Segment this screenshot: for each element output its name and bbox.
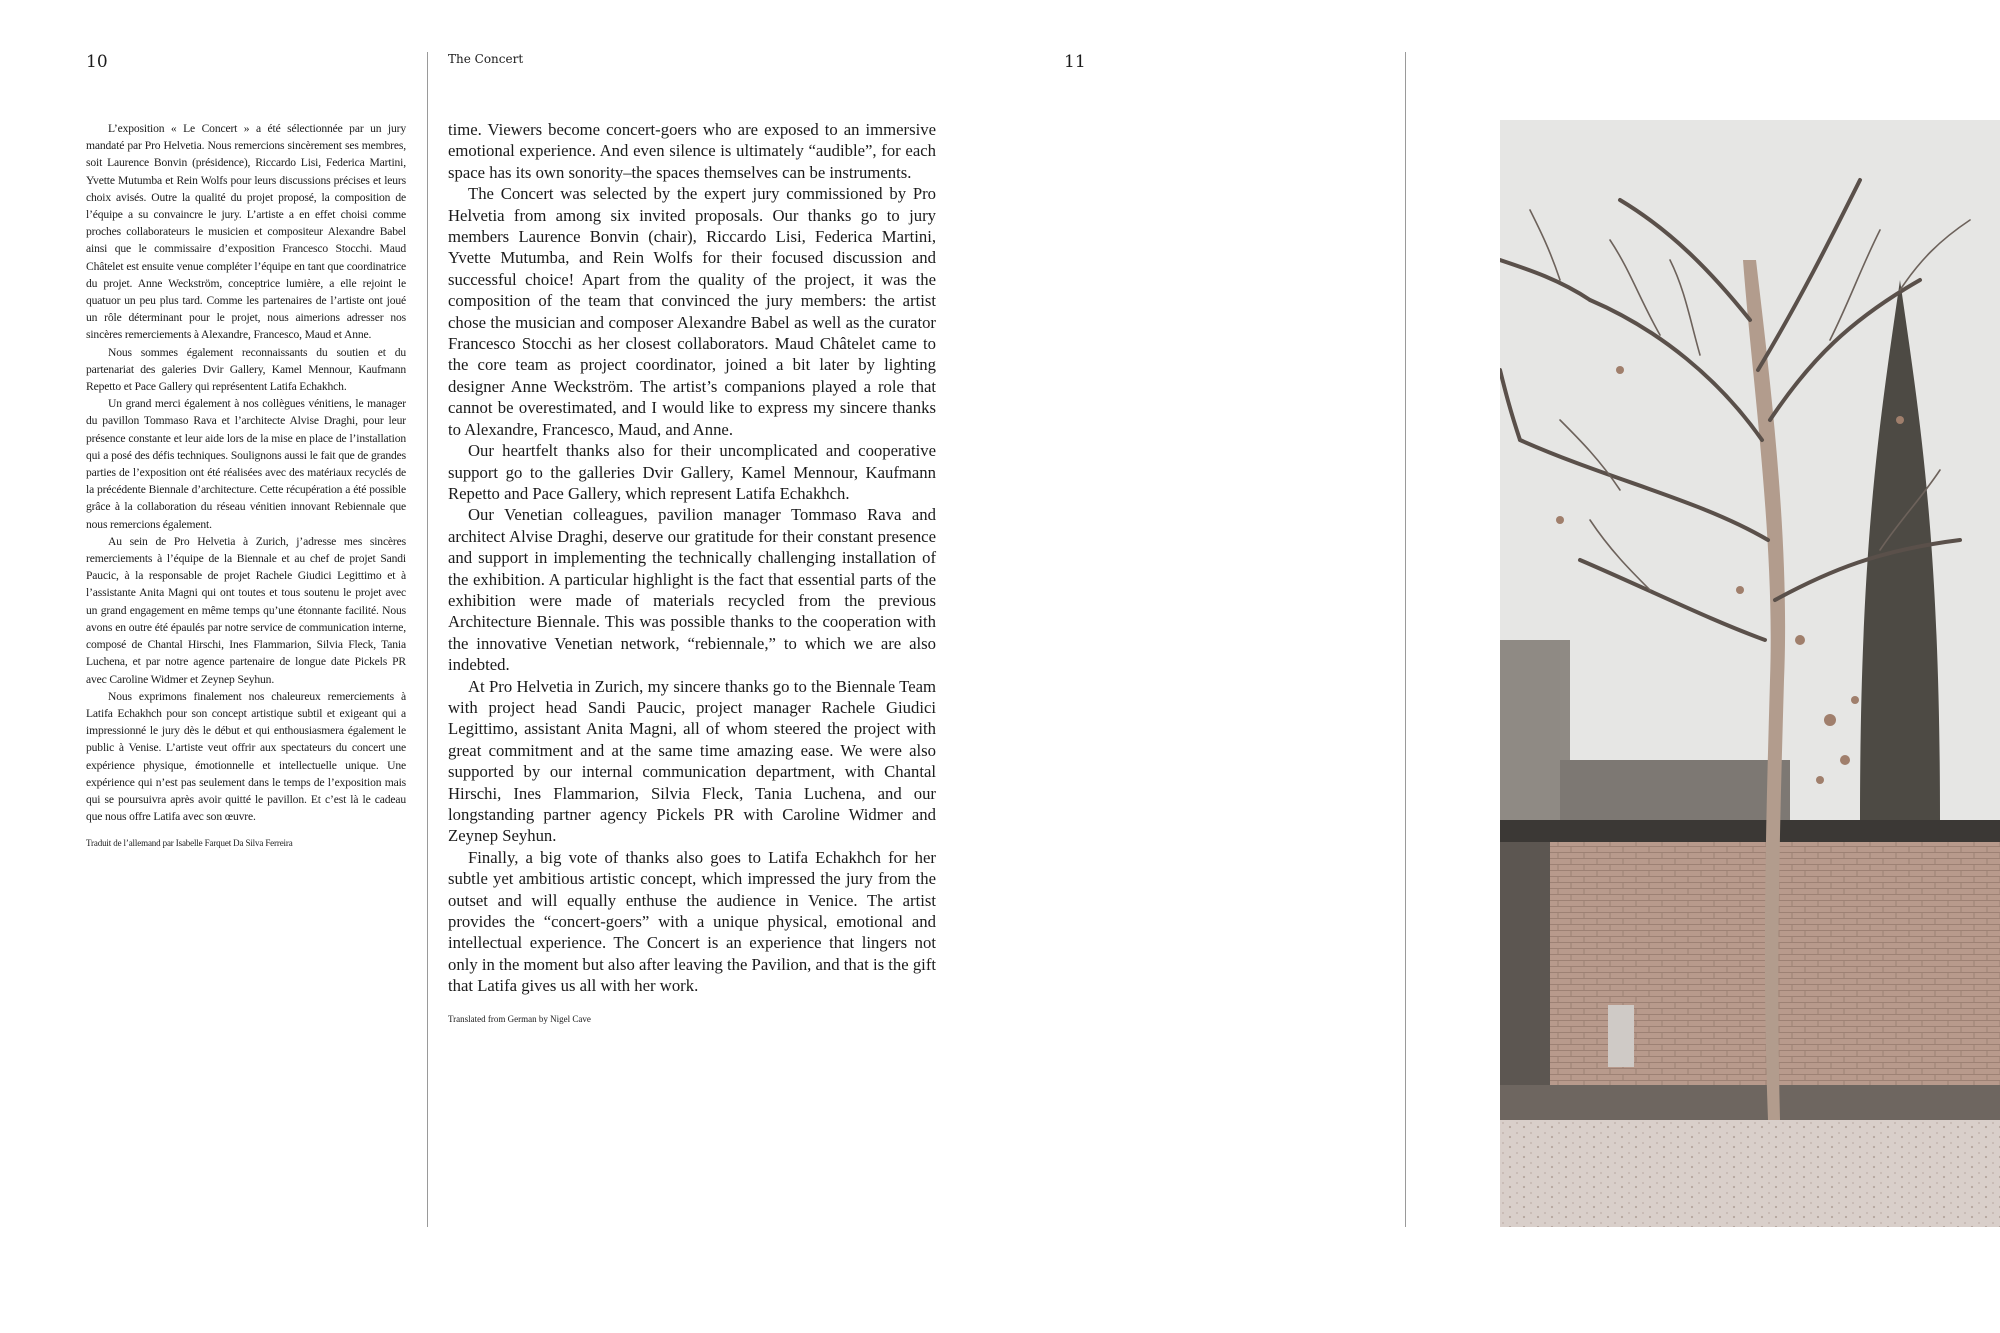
en-paragraph: time. Viewers become concert-goers who are exposed to an immersive emotional experience. And even silence is ultimately “audible”, for each space has its own sonority–the spaces themselves can be instruments. xyxy=(448,120,936,182)
en-paragraph: The Concert was selected by the expert jury commissioned by Pro Helvetia from among six invited proposals. Our thanks go to jury members Laurence Bonvin (chair), Riccardo Lisi, Federica Martini, Yvette Mutumba, and Rein Wolfs for their focused discussion and successful choice! Apart from the quality of the project, it was the composition of the team that convinced the jury members: the artist chose the musician and composer Alexandre Babel as well as the curator Francesco Stocchi as her closest collaborators. Maud Châtelet came to the core team as project coordinator, joined a bit later by lighting designer Anne Weckström. The artist’s companions played a role that cannot be overestimated, and I would like to express my sincere thanks to Alexandre, Francesco, Maud, and Anne. xyxy=(448,184,936,439)
en-paragraph: At Pro Helvetia in Zurich, my sincere thanks go to the Biennale Team with project head Sandi Paucic, project manager Rachele Giudici Legittimo, assistant Anita Magni, all of whom steered the project with great commitment and at the same time amazing ease. We were also supported by our internal communication department, with Chantal Hirschi, Ines Flammarion, Silvia Fleck, Tania Luchena, and our longstanding partner agency Pickels PR with Caroline Widmer and Zeynep Seyhun. xyxy=(448,676,936,846)
column-divider-right xyxy=(1405,52,1406,1227)
en-paragraph: Our heartfelt thanks also for their uncomplicated and cooperative support go to the galleries Dvir Gallery, Kamel Mennour, Kaufmann Repetto and Pace Gallery, which represent Latifa Echakhch. xyxy=(448,441,936,503)
fr-paragraph: Au sein de Pro Helvetia à Zurich, j’adresse mes sincères remerciements à l’équipe de la Biennale et au chef de projet Sandi Paucic, à la responsable de projet Rachele Giudici Legittimo et à l’assistante Anita Magni qui ont toutes et tous soutenu le projet avec un grand engagement en même temps qu’une étonnante facilité. Nous avons en outre été épaulés par notre service de communication interne, composé de Chantal Hirschi, Ines Flammarion, Silvia Fleck, Tania Luchena, et par notre agence partenaire de longue date Pickels PR avec Caroline Widmer et Zeynep Seyhun. xyxy=(86,534,406,686)
en-paragraph: Finally, a big vote of thanks also goes to Latifa Echakhch for her subtle yet ambitious artistic concept, which impressed the jury from the outset and will equally enthuse the audience in Venice. The artist provides the “concert-goers” with a unique physical, emotional and intellectual experience. The Concert is an experience that lingers not only in the moment but also after leaving the Pavilion, and that is the gift that Latifa gives us all with her work. xyxy=(448,847,937,996)
gravel-ground xyxy=(1500,1120,2000,1227)
fr-paragraph: Nous exprimons finalement nos chaleureux remerciements à Latifa Echakhch pour son concept artistique subtil et exigeant qui a impressionné le jury dès le début et qui enthousiasmera également le public à Venise. L’artiste veut offrir aux spectateurs du concert une expérience physique, émotionnelle et intellectuelle unique. Une expérience qui n’est pas seulement dans le temps de l’exposition mais qui se poursuivra après avoir quitté le pavillon. Et c’est là le cadeau que nous offre Latifa avec son œuvre. xyxy=(86,689,406,824)
en-paragraph: Our Venetian colleagues, pavilion manager Tommaso Rava and architect Alvise Draghi, deserve our gratitude for their constant presence and support in implementing the technically challenging installation of the exhibition. A particular highlight is the fact that essential parts of the exhibition were made of materials recycled from the previous Architecture Biennale. This was possible thanks to the cooperation with the innovative Venetian network, “rebiennale,” to which we are also indebted. xyxy=(448,505,936,675)
page-number-left: 10 xyxy=(86,52,108,72)
page-number-right: 11 xyxy=(1064,52,1086,72)
running-head: The Concert xyxy=(448,52,524,66)
pavilion-photo xyxy=(1500,120,2000,1227)
shrub-border xyxy=(1500,1085,2000,1120)
fr-paragraph: Nous sommes également reconnaissants du soutien et du partenariat des galeries Dvir Gallery, Kamel Mennour, Kaufmann Repetto et Pace Gallery qui représentent Latifa Echakhch. xyxy=(86,345,406,394)
side-building xyxy=(1500,640,1570,840)
fr-paragraph: Un grand merci également à nos collègues vénitiens, le manager du pavillon Tommaso Rava et l’architecte Alvise Draghi, pour leur présence constante et leur aide lors de la mise en place de l’installation qui a posé des défis techniques. Soulignons aussi le fait que de grandes parties de l’exposition ont été réalisées avec des matériaux recyclés de la précédente Biennale d’architecture. Cette récupération a été possible grâce à la collaboration du réseau vénitien innovant Rebiennale que nous remercions également. xyxy=(86,397,406,531)
column-divider-left xyxy=(427,52,428,1227)
utility-box xyxy=(1608,1005,1634,1067)
translation-credit-en: Translated from German by Nigel Cave xyxy=(448,1013,591,1024)
pavilion-roof xyxy=(1500,820,2000,842)
french-text-column xyxy=(86,120,406,849)
english-text-column xyxy=(448,119,936,1025)
dark-corner xyxy=(1500,842,1550,1092)
translation-credit-fr: Traduit de l’allemand par Isabelle Farquet Da Silva Ferreira xyxy=(86,838,293,849)
fr-paragraph: L’exposition « Le Concert » a été sélectionnée par un jury mandaté par Pro Helvetia. Nous remercions sincèrement ses membres, soit Laurence Bonvin (présidence), Riccardo Lisi, Federica Martini, Yvette Mutumba et Rein Wolfs pour leurs discussions précises et leurs choix avisés. Outre la qualité du projet proposé, la composition de l’équipe a su convaincre le jury. L’artiste a en effet choisi comme proches collaborateurs le musicien et compositeur Alexandre Babel ainsi que le commissaire d’exposition Francesco Stocchi. Maud Châtelet est ensuite venue compléter l’équipe en tant que coordinatrice du projet. Anne Weckström, conceptrice lumière, a elle rejoint le quatuor un peu plus tard. Comme les partenaires de l’artiste ont joué un rôle déterminant pour le projet, nous aimerions adresser nos sincères remerciements à Alexandre, Francesco, Maud et Anne. xyxy=(86,122,406,342)
